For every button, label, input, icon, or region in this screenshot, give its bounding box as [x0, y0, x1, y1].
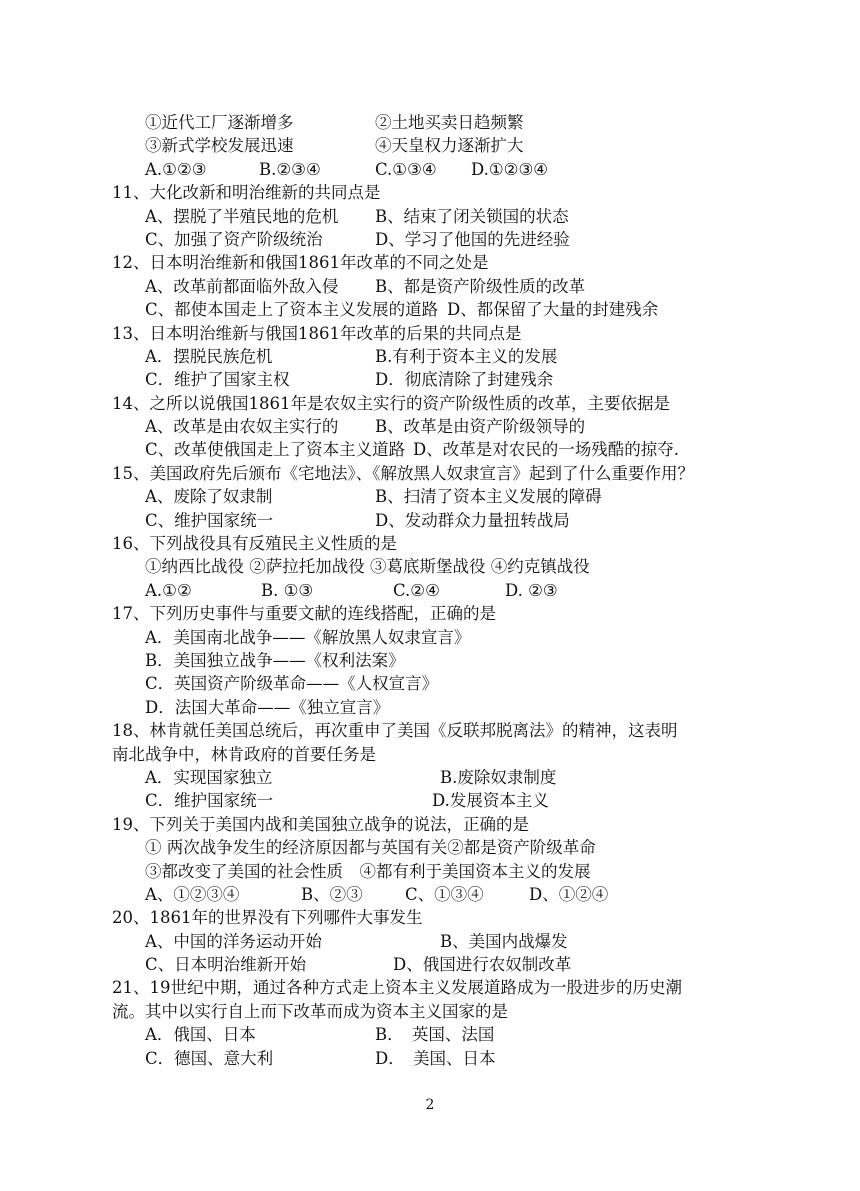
question-stem: 13、日本明治维新与俄国1861年改革的后果的共同点是: [112, 323, 522, 343]
option-c: C．德国、意大利: [145, 1048, 274, 1068]
option-b: B、改革是由资产阶级领导的: [375, 417, 586, 437]
option-a: A．美国南北战争——《解放黑人奴隶宣言》: [145, 627, 471, 647]
option-b: B.废除奴隶制度: [440, 767, 557, 787]
item-2: ②土地买卖日趋频繁: [375, 113, 524, 132]
question-stem-line-1: 18、林肯就任美国总统后，再次重申了美国《反联邦脱离法》的精神，这表明: [112, 721, 678, 741]
choice-a: A.①②③: [145, 159, 207, 179]
option-a: A．俄国、日本: [145, 1025, 256, 1045]
option-a: A、废除了奴隶制: [145, 487, 273, 507]
page-number: 2: [425, 1097, 435, 1113]
option-d: D、俄国进行农奴制改革: [393, 955, 572, 975]
option-a: A、中国的洋务运动开始: [145, 931, 322, 951]
choice-b: B、②③: [301, 884, 363, 904]
choice-a: A、①②③④: [145, 884, 240, 904]
item-1: ①近代工厂逐渐增多: [145, 113, 294, 132]
question-items-line-1: ① 两次战争发生的经济原因都与英国有关②都是资产阶级革命: [145, 838, 596, 858]
question-14: [112, 392, 762, 462]
question-16: [112, 532, 762, 602]
question-11: [112, 181, 762, 251]
option-a: A、改革是由农奴主实行的: [145, 417, 339, 437]
option-b: B、美国内战爆发: [440, 931, 568, 951]
option-c: C、日本明治维新开始: [145, 955, 307, 975]
question-stem: 14、之所以说俄国1861年是农奴主实行的资产阶级性质的改革，主要依据是: [112, 393, 670, 413]
option-b: B、都是资产阶级性质的改革: [375, 276, 586, 296]
option-c: C．维护了国家主权: [145, 370, 290, 390]
option-a: A．摆脱民族危机: [145, 346, 273, 366]
option-a: A．实现国家独立: [145, 767, 273, 787]
choice-d: D.①②③④: [471, 159, 549, 179]
question-stem-line-1: 21、19世纪中期，通过各种方式走上资本主义发展道路成为一股进步的历史潮: [112, 978, 682, 998]
choice-c: C.②④: [393, 580, 440, 600]
question-stem-line-2: 南北战争中，林肯政府的首要任务是: [112, 744, 376, 764]
question-items-line-2: ③都改变了美国的社会性质 ④都有利于美国资本主义的发展: [145, 861, 591, 881]
question-15: [112, 462, 762, 532]
question-stem: 11、大化改新和明治维新的共同点是: [112, 183, 381, 203]
option-b: B． 英国、法国: [375, 1025, 495, 1045]
question-19: [112, 813, 762, 907]
question-20: [112, 906, 762, 976]
option-d: D.发展资本主义: [432, 791, 549, 811]
question-stem: 19、下列关于美国内战和美国独立战争的说法，正确的是: [112, 814, 529, 834]
choice-c: C.①③④: [375, 159, 437, 179]
question-12: [112, 251, 762, 321]
option-b: B、结束了闭关锁国的状态: [375, 206, 569, 226]
option-d: D、都保留了大量的封建残余: [447, 300, 659, 320]
option-d: D．法国大革命——《独立宣言》: [145, 697, 390, 717]
choice-d: D、①②④: [529, 884, 609, 904]
option-c: C、改革使俄国走上了资本主义道路: [145, 440, 406, 460]
option-b: B、扫清了资本主义发展的障碍: [375, 487, 602, 507]
question-list: [112, 111, 762, 1070]
question-stem-line-2: 流。其中以实行自上而下改革而成为资本主义国家的是: [112, 1001, 508, 1021]
question-13: [112, 322, 762, 392]
question-stem: 16、下列战役具有反殖民主义性质的是: [112, 534, 397, 554]
question-17: [112, 602, 762, 719]
question-18: [112, 719, 762, 813]
option-a: A、摆脱了半殖民地的危机: [145, 206, 339, 226]
option-d: D、改革是对农民的一场残酷的掠夺.: [413, 440, 679, 460]
option-c: C．维护国家统一: [145, 791, 274, 811]
option-b: B.有利于资本主义的发展: [375, 346, 558, 366]
question-items: ①纳西比战役 ②萨拉托加战役 ③葛底斯堡战役 ④约克镇战役: [145, 557, 590, 577]
option-c: C．英国资产阶级革命——《人权宣言》: [145, 674, 439, 694]
item-4: ④天皇权力逐渐扩大: [375, 136, 524, 156]
question-stem: 20、1861年的世界没有下列哪件大事发生: [112, 908, 423, 928]
option-a: A、改革前都面临外敌入侵: [145, 276, 339, 296]
option-d: D、发动群众力量扭转战局: [375, 510, 570, 530]
question-stem: 17、下列历史事件与重要文献的连线搭配，正确的是: [112, 604, 496, 624]
choice-b: B.②③④: [259, 159, 321, 179]
option-c: C、维护国家统一: [145, 510, 274, 530]
option-c: C、都使本国走上了资本主义发展的道路: [145, 300, 439, 320]
question-stem: 15、美国政府先后颁布《宅地法》、《解放黑人奴隶宣言》起到了什么重要作用？: [112, 463, 694, 483]
option-d: D．彻底清除了封建残余: [375, 370, 554, 390]
option-b: B．美国独立战争——《权利法案》: [145, 650, 405, 670]
option-c: C、加强了资产阶级统治: [145, 229, 323, 249]
question-stem: 12、日本明治维新和俄国1861年改革的不同之处是: [112, 253, 489, 273]
choice-b: B. ①③: [261, 580, 314, 600]
item-3: ③新式学校发展迅速: [145, 136, 294, 156]
question-21: [112, 976, 762, 1070]
option-d: D、学习了他国的先进经验: [375, 229, 570, 249]
choice-a: A.①②: [145, 580, 192, 600]
choice-d: D. ②③: [505, 580, 558, 600]
option-d: D． 美国、日本: [375, 1048, 496, 1068]
choice-c: C、①③④: [405, 884, 484, 904]
question-10-tail: [112, 111, 762, 181]
